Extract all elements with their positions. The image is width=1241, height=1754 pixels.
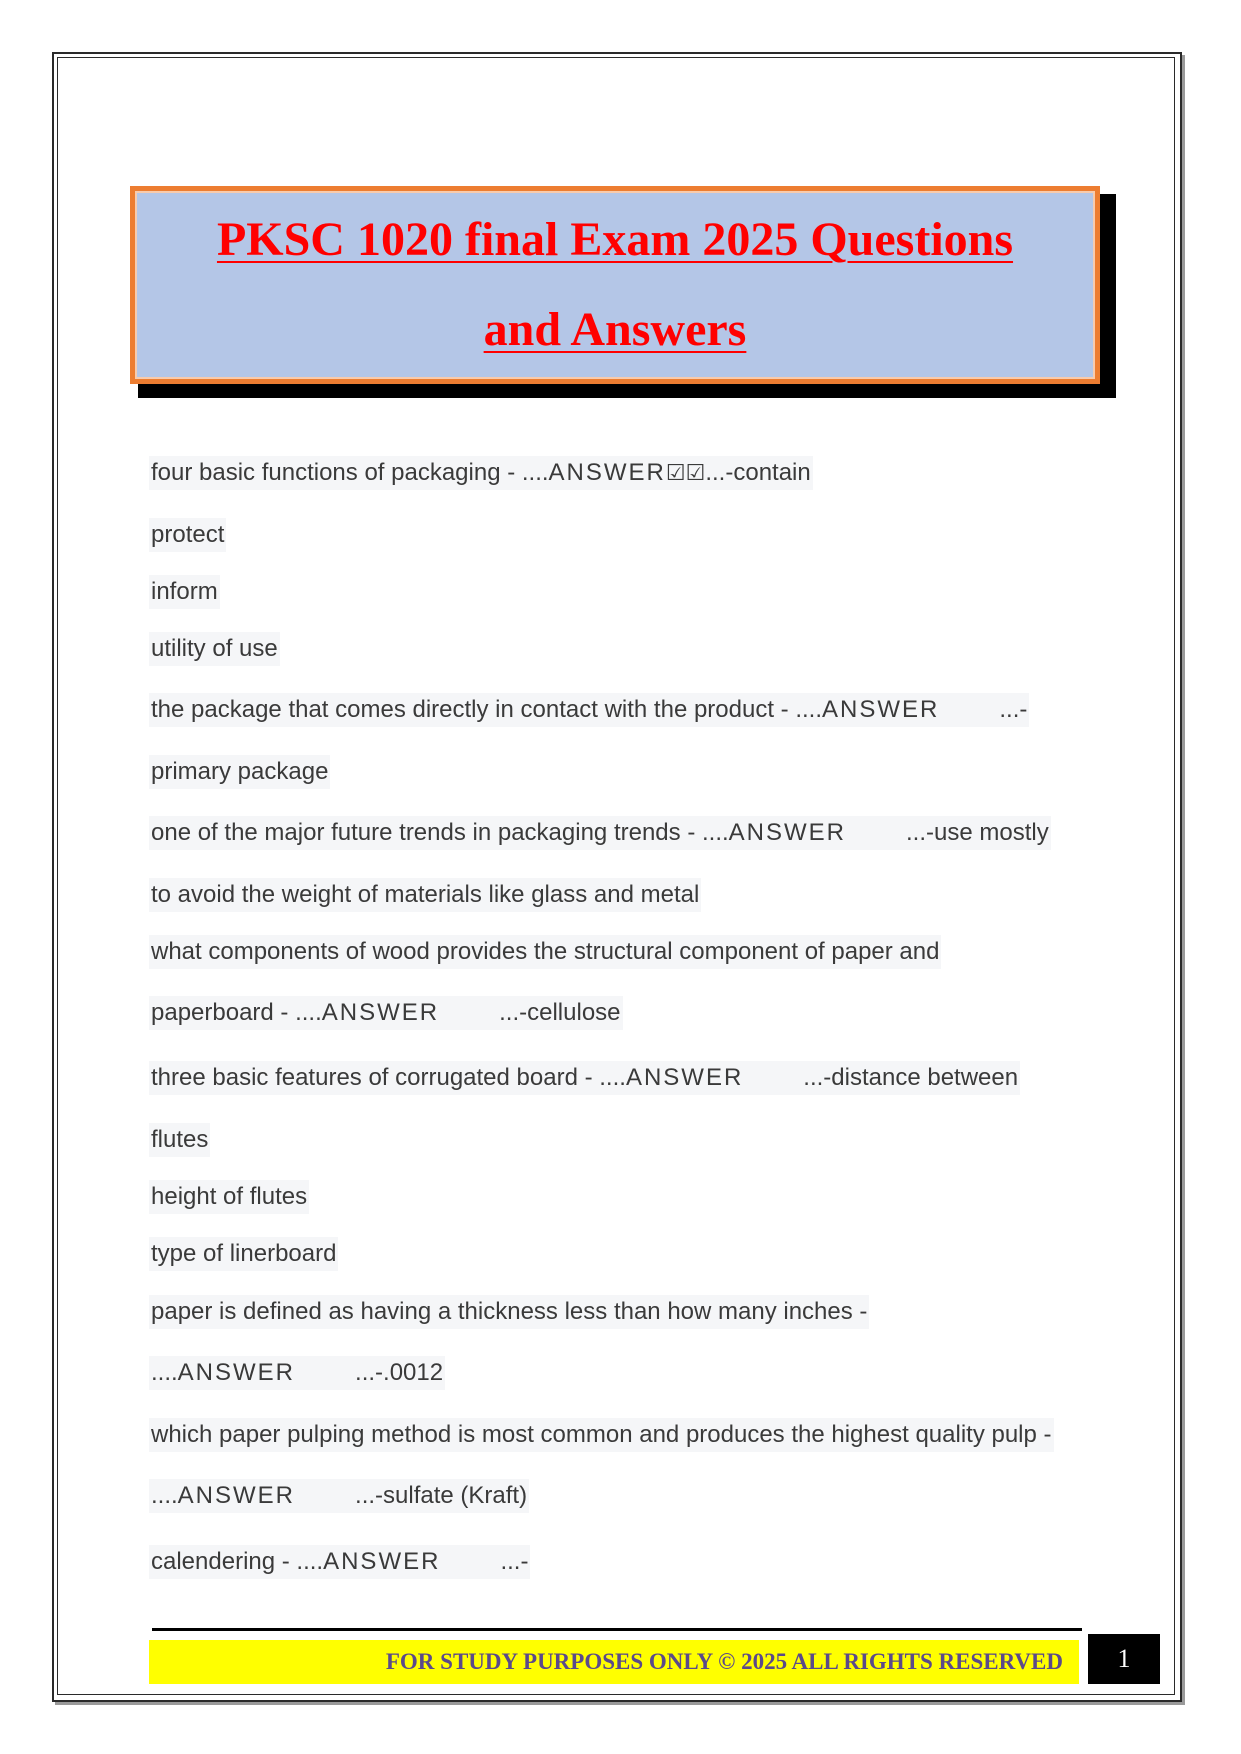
qa-line: flutes — [149, 1123, 210, 1157]
qa-line: protect — [149, 518, 226, 552]
title-box — [130, 186, 1100, 384]
qa-line: inform — [149, 575, 220, 609]
document-title-line-1: PKSC 1020 final Exam 2025 Questions — [216, 213, 1014, 266]
qa-line: ....ANSWER ...-.0012 — [149, 1356, 445, 1390]
qa-line: height of flutes — [149, 1180, 309, 1214]
footer-rule — [152, 1628, 1082, 1631]
qa-line: paperboard - ....ANSWER ...-cellulose — [149, 996, 623, 1030]
page-number: 1 — [1088, 1634, 1160, 1684]
qa-line: which paper pulping method is most common and produces the highest quality pulp - — [149, 1418, 1054, 1452]
qa-line: to avoid the weight of materials like glass and metal — [149, 878, 701, 912]
qa-line: utility of use — [149, 632, 280, 666]
document-title-line-2: and Answers — [483, 303, 747, 356]
qa-line: type of linerboard — [149, 1237, 338, 1271]
qa-line: ....ANSWER ...-sulfate (Kraft) — [149, 1479, 529, 1513]
footer-copyright: FOR STUDY PURPOSES ONLY © 2025 ALL RIGHTS RESERVED — [385, 1649, 1063, 1674]
checkbox-icon: ☑☑ — [665, 460, 706, 485]
qa-line: calendering - ....ANSWER ...- — [149, 1545, 530, 1579]
qa-line: primary package — [149, 755, 330, 789]
qa-line: one of the major future trends in packaging trends - ....ANSWER ...-use mostly — [149, 816, 1051, 850]
qa-line: paper is defined as having a thickness less than how many inches - — [149, 1295, 869, 1329]
footer-bar — [149, 1640, 1079, 1684]
qa-line: three basic features of corrugated board - ....ANSWER ...-distance between — [149, 1061, 1020, 1095]
qa-line: the package that comes directly in contact with the product - ....ANSWER ...- — [149, 693, 1029, 727]
qa-line: four basic functions of packaging - ....ANSWER☑☑...-contain — [149, 456, 813, 490]
qa-line: what components of wood provides the structural component of paper and — [149, 935, 941, 969]
